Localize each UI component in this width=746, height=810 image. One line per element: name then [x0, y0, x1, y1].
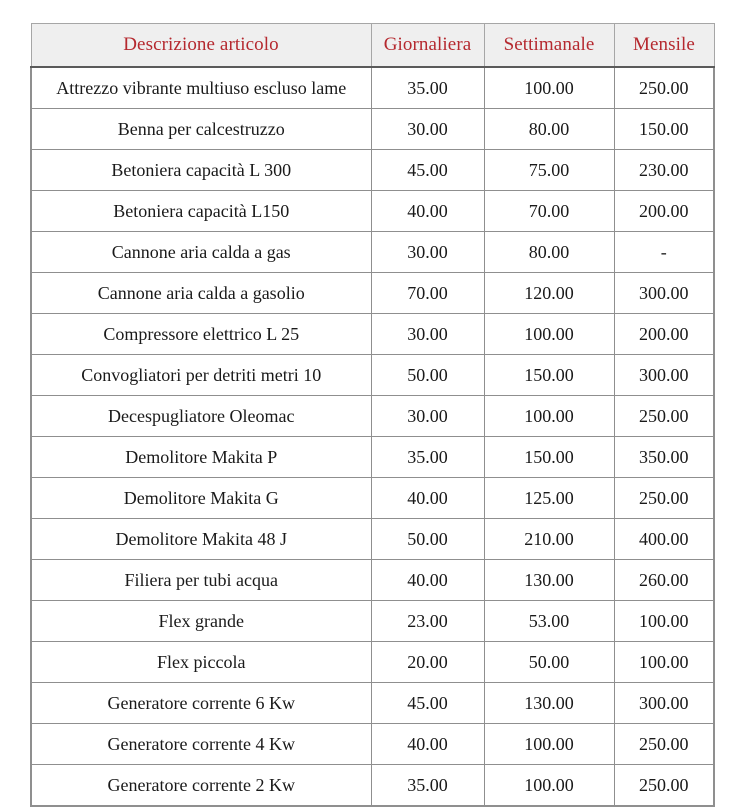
- cell-monthly-price: 100.00: [614, 642, 714, 683]
- cell-description: Generatore corrente 6 Kw: [31, 683, 371, 724]
- column-header-weekly: Settimanale: [484, 24, 614, 68]
- column-header-monthly: Mensile: [614, 24, 714, 68]
- cell-daily-price: 35.00: [371, 67, 484, 109]
- cell-daily-price: 40.00: [371, 560, 484, 601]
- table-row: [31, 232, 714, 273]
- rental-price-table: [30, 23, 715, 807]
- cell-weekly-price: 70.00: [484, 191, 614, 232]
- cell-monthly-price: 250.00: [614, 724, 714, 765]
- cell-monthly-price: 230.00: [614, 150, 714, 191]
- cell-monthly-price: 250.00: [614, 478, 714, 519]
- cell-weekly-price: 120.00: [484, 273, 614, 314]
- table-row: [31, 191, 714, 232]
- cell-monthly-price: 260.00: [614, 560, 714, 601]
- table-row: [31, 67, 714, 109]
- cell-weekly-price: 53.00: [484, 601, 614, 642]
- cell-monthly-price: 350.00: [614, 437, 714, 478]
- cell-description: Compressore elettrico L 25: [31, 314, 371, 355]
- cell-weekly-price: 80.00: [484, 109, 614, 150]
- cell-monthly-price: 300.00: [614, 273, 714, 314]
- cell-description: Generatore corrente 2 Kw: [31, 765, 371, 807]
- cell-daily-price: 50.00: [371, 519, 484, 560]
- cell-weekly-price: 100.00: [484, 314, 614, 355]
- table-row: [31, 478, 714, 519]
- cell-description: Decespugliatore Oleomac: [31, 396, 371, 437]
- cell-description: Demolitore Makita G: [31, 478, 371, 519]
- cell-description: Betoniera capacità L 300: [31, 150, 371, 191]
- table-row: [31, 437, 714, 478]
- cell-weekly-price: 80.00: [484, 232, 614, 273]
- cell-daily-price: 50.00: [371, 355, 484, 396]
- column-header-daily: Giornaliera: [371, 24, 484, 68]
- cell-weekly-price: 150.00: [484, 355, 614, 396]
- cell-monthly-price: 300.00: [614, 355, 714, 396]
- cell-weekly-price: 130.00: [484, 560, 614, 601]
- cell-monthly-price: 300.00: [614, 683, 714, 724]
- cell-description: Benna per calcestruzzo: [31, 109, 371, 150]
- header-row: [31, 24, 714, 68]
- cell-description: Demolitore Makita P: [31, 437, 371, 478]
- table-body: [31, 67, 714, 806]
- cell-description: Betoniera capacità L150: [31, 191, 371, 232]
- cell-description: Attrezzo vibrante multiuso escluso lame: [31, 67, 371, 109]
- cell-monthly-price: 250.00: [614, 765, 714, 807]
- cell-daily-price: 45.00: [371, 150, 484, 191]
- cell-daily-price: 30.00: [371, 232, 484, 273]
- table-row: [31, 683, 714, 724]
- cell-daily-price: 35.00: [371, 437, 484, 478]
- cell-daily-price: 45.00: [371, 683, 484, 724]
- table-row: [31, 396, 714, 437]
- cell-daily-price: 30.00: [371, 109, 484, 150]
- table-row: [31, 724, 714, 765]
- cell-description: Filiera per tubi acqua: [31, 560, 371, 601]
- cell-monthly-price: 200.00: [614, 191, 714, 232]
- table-row: [31, 601, 714, 642]
- cell-weekly-price: 100.00: [484, 724, 614, 765]
- cell-weekly-price: 130.00: [484, 683, 614, 724]
- table-row: [31, 314, 714, 355]
- table-row: [31, 560, 714, 601]
- cell-daily-price: 70.00: [371, 273, 484, 314]
- table-row: [31, 109, 714, 150]
- cell-description: Cannone aria calda a gas: [31, 232, 371, 273]
- cell-weekly-price: 100.00: [484, 765, 614, 807]
- table-row: [31, 642, 714, 683]
- cell-monthly-price: 250.00: [614, 396, 714, 437]
- cell-monthly-price: 200.00: [614, 314, 714, 355]
- table-row: [31, 273, 714, 314]
- cell-daily-price: 40.00: [371, 191, 484, 232]
- cell-weekly-price: 210.00: [484, 519, 614, 560]
- cell-description: Flex piccola: [31, 642, 371, 683]
- cell-daily-price: 23.00: [371, 601, 484, 642]
- cell-description: Generatore corrente 4 Kw: [31, 724, 371, 765]
- table-row: [31, 765, 714, 807]
- cell-description: Demolitore Makita 48 J: [31, 519, 371, 560]
- cell-monthly-price: 400.00: [614, 519, 714, 560]
- column-header-description: Descrizione articolo: [31, 24, 371, 68]
- cell-weekly-price: 75.00: [484, 150, 614, 191]
- cell-description: Flex grande: [31, 601, 371, 642]
- cell-daily-price: 30.00: [371, 396, 484, 437]
- cell-monthly-price: 150.00: [614, 109, 714, 150]
- cell-description: Cannone aria calda a gasolio: [31, 273, 371, 314]
- table-row: [31, 519, 714, 560]
- cell-daily-price: 30.00: [371, 314, 484, 355]
- cell-daily-price: 40.00: [371, 478, 484, 519]
- cell-monthly-price: 250.00: [614, 67, 714, 109]
- cell-weekly-price: 100.00: [484, 67, 614, 109]
- cell-weekly-price: 150.00: [484, 437, 614, 478]
- cell-daily-price: 40.00: [371, 724, 484, 765]
- table-row: [31, 355, 714, 396]
- cell-weekly-price: 100.00: [484, 396, 614, 437]
- table-row: [31, 150, 714, 191]
- cell-weekly-price: 125.00: [484, 478, 614, 519]
- cell-monthly-price: 100.00: [614, 601, 714, 642]
- cell-monthly-price: -: [614, 232, 714, 273]
- price-list-container: [30, 23, 713, 807]
- cell-weekly-price: 50.00: [484, 642, 614, 683]
- cell-description: Convogliatori per detriti metri 10: [31, 355, 371, 396]
- table-header: [31, 24, 714, 68]
- cell-daily-price: 35.00: [371, 765, 484, 807]
- cell-daily-price: 20.00: [371, 642, 484, 683]
